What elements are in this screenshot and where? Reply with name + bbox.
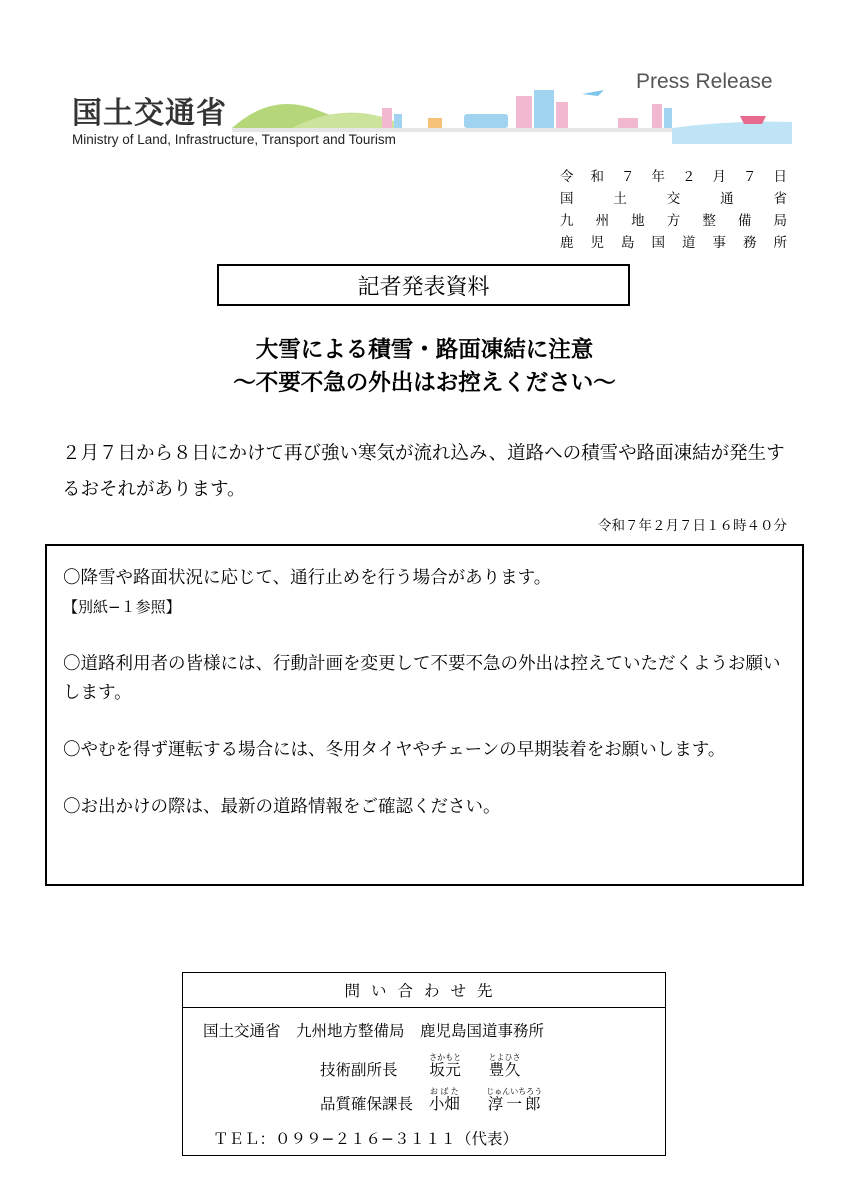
contact-role: 品質確保課長 — [320, 1095, 414, 1113]
issuer-ministry: 国土交通省 — [560, 191, 787, 207]
document-type-label: 記者発表資料 — [357, 274, 490, 300]
issuer-bureau: 九州地方整備局 — [560, 213, 787, 229]
attachment-reference: 【別紙−１参照】 — [63, 598, 181, 616]
lead-paragraph: ２月７日から８日にかけて再び強い寒気が流れ込み、道路への積雪や路面凍結が発生するおそれがあります。 — [62, 443, 785, 500]
title-line-1: 大雪による積雪・路面凍結に注意 — [255, 337, 594, 363]
building-2 — [394, 114, 402, 128]
building-3 — [652, 104, 662, 128]
contact-telephone: ＴＥＬ：０９９−２１６−３１１１（代表） — [213, 1130, 518, 1148]
building-4 — [664, 108, 672, 128]
tower-3 — [556, 102, 568, 128]
issue-date: 令和７年２月７日 — [560, 169, 787, 185]
contact-given-name: 豊久とよひさ — [488, 1053, 521, 1079]
building-1 — [382, 108, 392, 128]
notice-item — [63, 564, 791, 622]
notice-list — [63, 564, 791, 850]
contact-role: 技術副所長 — [320, 1061, 398, 1079]
press-release-label: Press Release — [636, 70, 773, 93]
contact-organization: 国土交通省 九州地方整備局 鹿児島国道事務所 — [203, 1022, 545, 1040]
press-title — [40, 334, 809, 400]
contact-person-2 — [320, 1087, 542, 1114]
ministry-logo-en: Ministry of Land, Infrastructure, Transport and Tourism — [72, 132, 396, 147]
tower-1 — [516, 96, 532, 128]
notice-box — [45, 544, 804, 886]
notice-item-text: 〇降雪や路面状況に応じて、通行止めを行う場合があります。 — [63, 568, 552, 588]
notice-item: 〇お出かけの際は、最新の道路情報をご確認ください。 — [63, 797, 501, 817]
train — [464, 114, 508, 128]
document-type-box — [217, 264, 630, 306]
shed — [618, 118, 638, 128]
contact-heading: 問い合わせ先 — [183, 973, 665, 1008]
contact-surname: 小畑おばた — [428, 1087, 460, 1113]
ship-icon — [740, 116, 766, 124]
contact-given-name: 淳一郎じゅんいちろう — [486, 1087, 543, 1113]
contact-person-1 — [320, 1053, 521, 1080]
announcement-timestamp: 令和７年２月７日１６時４０分 — [598, 518, 787, 534]
ministry-logo-jp: 国土交通省 — [72, 96, 227, 131]
contact-box — [182, 972, 666, 1156]
issuer-office: 鹿児島国道事務所 — [560, 235, 787, 251]
title-line-2: ～不要不急の外出はお控えください～ — [233, 370, 616, 396]
airplane-icon — [582, 90, 604, 96]
cityscape-banner-illustration — [232, 80, 792, 150]
notice-item: 〇道路利用者の皆様には、行動計画を変更して不要不急の外出は控えていただくようお願いします。 — [63, 654, 781, 703]
issuer-block — [560, 166, 787, 254]
sea — [672, 122, 792, 144]
notice-item: 〇やむを得ず運転する場合には、冬用タイヤやチェーンの早期装着をお願いします。 — [63, 740, 726, 760]
tower-2 — [534, 90, 554, 128]
contact-surname: 坂元さかもと — [429, 1053, 462, 1079]
house — [428, 118, 442, 128]
